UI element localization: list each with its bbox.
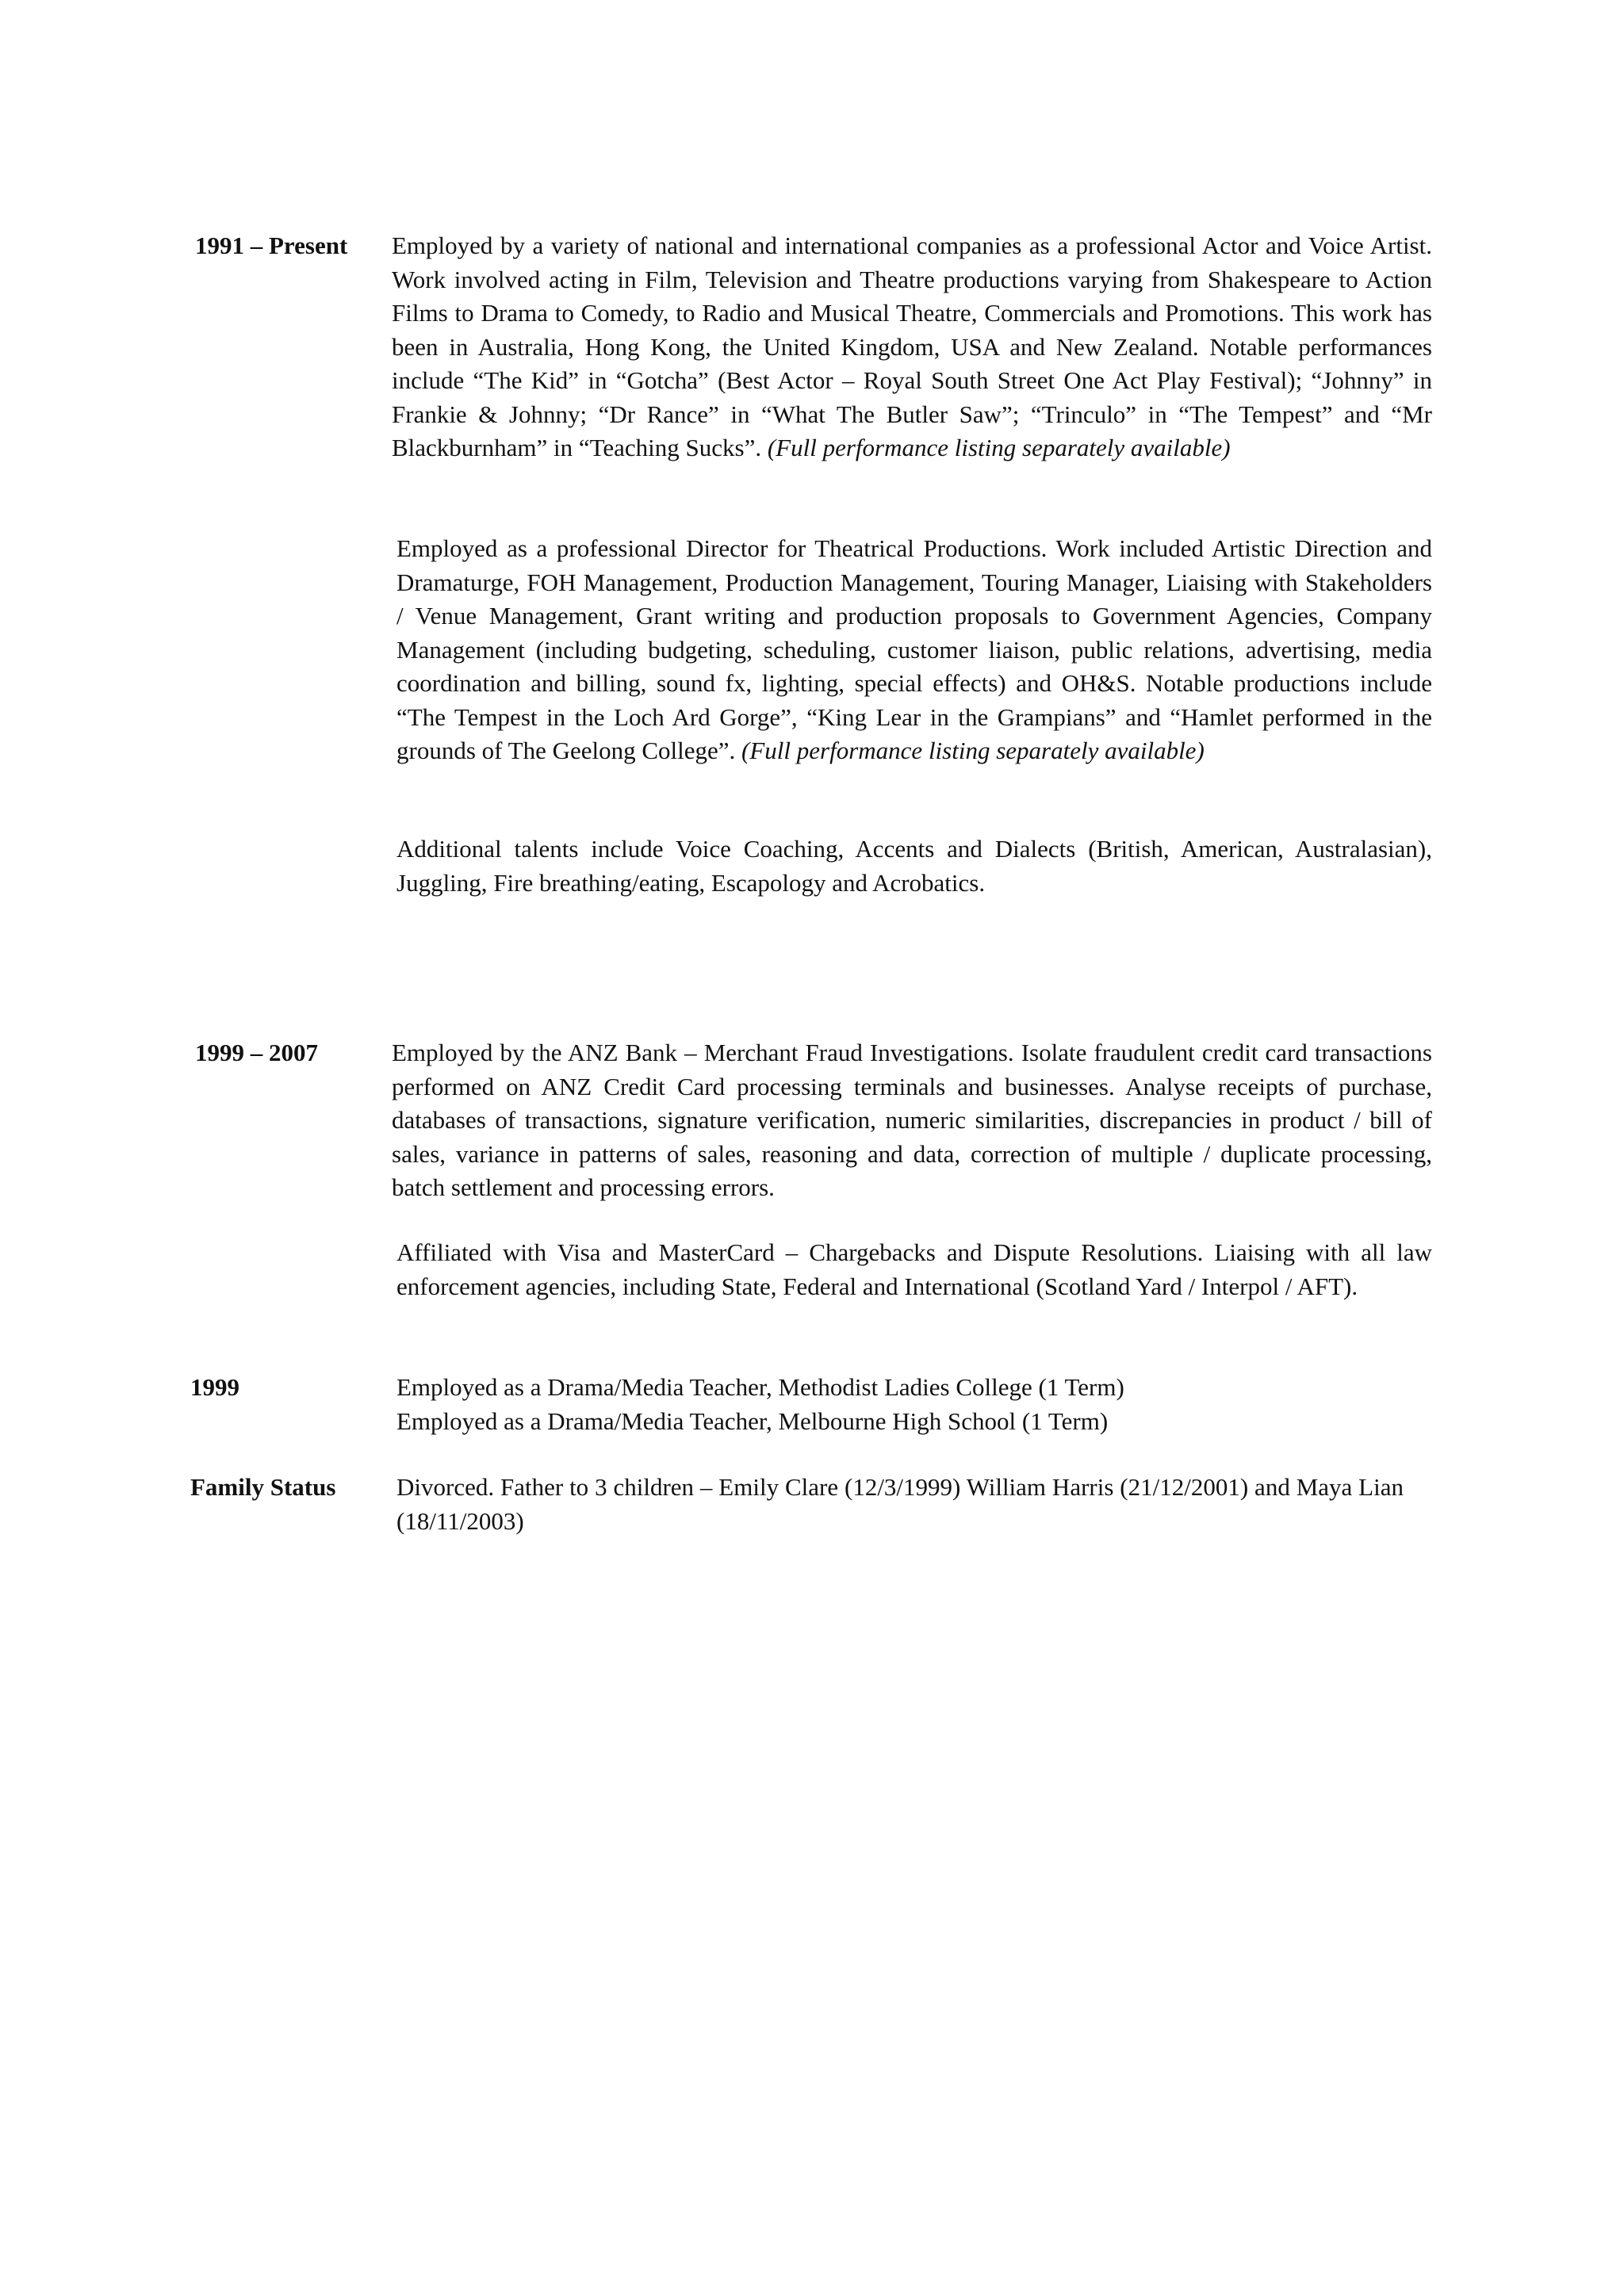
entry-label-1999: 1999: [190, 1373, 239, 1401]
anz-paragraph: Employed by the ANZ Bank – Merchant Fraud Investigations. Isolate fraudulent credit card transactions performed on ANZ Credit Card processing terminals and businesses. Analyse receipts of purchase, databases of transactions, signature verification, numeric similarities, discrepancies in product / bill of sales, variance in patterns of sales, reasoning and data, correction of multiple / duplicate processing, batch settlement and processing errors.: [392, 1039, 1432, 1201]
entry-label-family-status: Family Status: [190, 1473, 336, 1501]
entry-label-1999-2007: 1999 – 2007: [195, 1039, 318, 1066]
director-paragraph-text: Employed as a professional Director for Theatrical Productions. Work included Artistic Direction and Dramaturge, FOH Management, Production Management, Touring Manager, Liaising with Stakeholders / Venue Management, Grant writing and production proposals to Government Agencies, Company Management (including budgeting, scheduling, customer liaison, public relations, advertising, media coordination and billing, sound fx, lighting, special effects) and OH&S. Notable productions include “The Tempest in the Loch Ard Gorge”, “King Lear in the Grampians” and “Hamlet performed in the grounds of The Geelong College”.: [396, 534, 1432, 764]
actor-paragraph-note: (Full performance listing separately available): [767, 434, 1231, 461]
visa-paragraph: Affiliated with Visa and MasterCard – Chargebacks and Dispute Resolutions. Liaising with all law enforcement agencies, including State, Federal and International (Scotland Yard / Interpol / AFT).: [396, 1238, 1432, 1300]
actor-paragraph-text: Employed by a variety of national and international companies as a professional Actor and Voice Artist. Work involved acting in Film, Television and Theatre productions varying from Shakespeare to Action Films to Drama to Comedy, to Radio and Musical Theatre, Commercials and Promotions. This work has been in Australia, Hong Kong, the United Kingdom, USA and New Zealand. Notable performances include “The Kid” in “Gotcha” (Best Actor – Royal South Street One Act Play Festival); “Johnny” in Frankie & Johnny; “Dr Rance” in “What The Butler Saw”; “Trinculo” in “The Tempest” and “Mr Blackburnham” in “Teaching Sucks”.: [392, 232, 1432, 461]
entry-label-1991-present: 1991 – Present: [195, 232, 348, 259]
teacher-line-mhs: Employed as a Drama/Media Teacher, Melbourne High School (1 Term): [396, 1406, 1109, 1435]
family-paragraph: Divorced. Father to 3 children – Emily Clare (12/3/1999) William Harris (21/12/2001) and Maya Lian (18/11/2003): [396, 1473, 1404, 1535]
actor-paragraph: [392, 229, 1432, 465]
director-paragraph-note: (Full performance listing separately available): [741, 737, 1205, 764]
teacher-line-mlc: Employed as a Drama/Media Teacher, Methodist Ladies College (1 Term): [396, 1373, 1124, 1401]
teacher-lines: [396, 1371, 1432, 1438]
talents-paragraph: Additional talents include Voice Coaching, Accents and Dialects (British, American, Australasian), Juggling, Fire breathing/eating, Escapology and Acrobatics.: [396, 835, 1432, 897]
director-paragraph: [396, 532, 1432, 768]
